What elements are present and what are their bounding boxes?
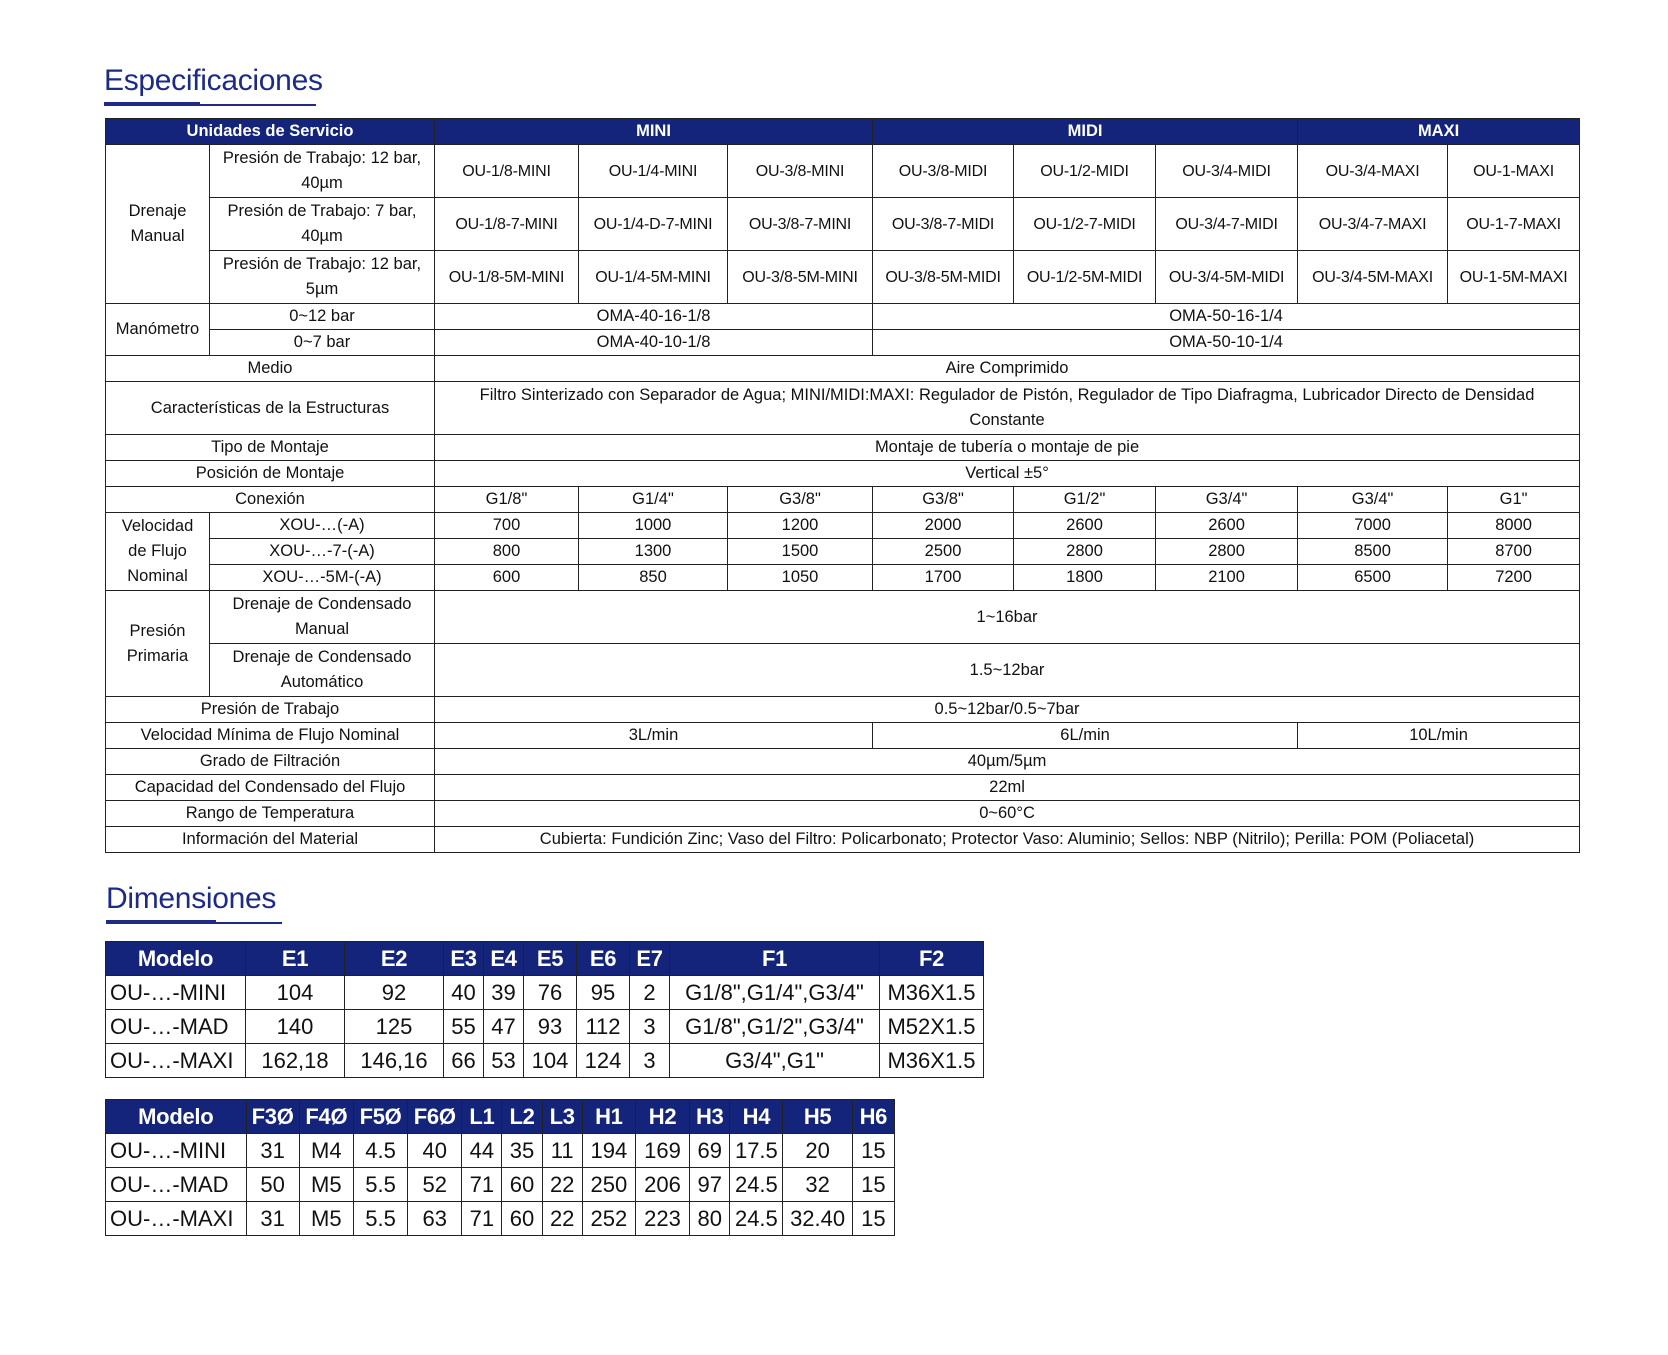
model-cell: OU-3/8-5M-MINI: [728, 251, 873, 304]
model-cell: OU-1-MAXI: [1448, 145, 1580, 198]
dim-cell: 95: [577, 976, 630, 1010]
model-cell: OU-1/2-5M-MIDI: [1014, 251, 1156, 304]
dim-cell: 112: [577, 1010, 630, 1044]
dim2-header: H2: [635, 1100, 689, 1134]
velocidad-minima-midi: 6L/min: [873, 723, 1298, 749]
velocidad-minima-row: [106, 723, 1580, 749]
dim-cell: M52X1.5: [880, 1010, 984, 1044]
dim-cell: M5: [299, 1168, 353, 1202]
specs-title: Especificaciones: [104, 64, 323, 97]
flow-cell: 1300: [579, 539, 728, 565]
dim-cell: 5.5: [353, 1168, 407, 1202]
dim1-header: E6: [577, 942, 630, 976]
drenaje-label: Drenaje Manual: [106, 145, 210, 304]
tipo-montaje-value: Montaje de tubería o montaje de pie: [435, 435, 1580, 461]
flow-cell: 6500: [1298, 565, 1448, 591]
model-cell: OU-3/4-7-MIDI: [1156, 198, 1298, 251]
dimensions-title: Dimensiones: [106, 882, 277, 915]
posicion-montaje-row: [106, 461, 1580, 487]
dim2-header: L2: [502, 1100, 542, 1134]
estructura-row: [106, 382, 1580, 435]
flow-cell: 8500: [1298, 539, 1448, 565]
dim-cell: 31: [246, 1134, 299, 1168]
flow-cell: 800: [435, 539, 579, 565]
conexion-cell: G1/4": [579, 487, 728, 513]
dim-cell: 15: [852, 1134, 894, 1168]
dim-cell: 206: [635, 1168, 689, 1202]
manometro-mini: OMA-40-16-1/8: [435, 304, 873, 330]
dim-cell: 169: [635, 1134, 689, 1168]
capacidad-value: 22ml: [435, 775, 1580, 801]
table-row: [106, 1010, 984, 1044]
grado-filtracion-label: Grado de Filtración: [106, 749, 435, 775]
table-row: [106, 1202, 895, 1236]
dim-cell: 40: [444, 976, 484, 1010]
drenaje-sub-label: Presión de Trabajo: 12 bar, 5µm: [210, 251, 435, 304]
presion-primaria-row-1: [106, 591, 1580, 644]
dim-cell: 250: [582, 1168, 635, 1202]
specifications-table: [105, 118, 1580, 853]
dim-cell: 3: [630, 1010, 670, 1044]
dim-cell: M5: [299, 1202, 353, 1236]
dim-cell: G1/8",G1/4",G3/4": [670, 976, 880, 1010]
presion-trabajo-row: [106, 697, 1580, 723]
dim2-header: F3Ø: [246, 1100, 299, 1134]
header-mini: MINI: [435, 119, 873, 145]
dim-cell: M36X1.5: [880, 976, 984, 1010]
presion-primaria-value: 1.5~12bar: [435, 644, 1580, 697]
model-cell: OU-1/8-MINI: [435, 145, 579, 198]
model-cell: OU-3/8-7-MINI: [728, 198, 873, 251]
medio-value: Aire Comprimido: [435, 356, 1580, 382]
flow-cell: 2000: [873, 513, 1014, 539]
dim-cell: G3/4",G1": [670, 1044, 880, 1078]
manometro-mini: OMA-40-10-1/8: [435, 330, 873, 356]
dim-cell: 50: [246, 1168, 299, 1202]
dim-cell: 22: [542, 1168, 582, 1202]
model-cell: OU-…-MAXI: [106, 1202, 247, 1236]
temperatura-value: 0~60°C: [435, 801, 1580, 827]
temperatura-row: [106, 801, 1580, 827]
manometro-row-2: [106, 330, 1580, 356]
dim-cell: M36X1.5: [880, 1044, 984, 1078]
flow-cell: 7000: [1298, 513, 1448, 539]
dim-cell: 162,18: [246, 1044, 345, 1078]
model-cell: OU-3/8-MIDI: [873, 145, 1014, 198]
conexion-cell: G1/2": [1014, 487, 1156, 513]
velocidad-row-1: [106, 513, 1580, 539]
dim-cell: 39: [484, 976, 524, 1010]
dim-cell: 4.5: [353, 1134, 407, 1168]
flow-cell: 2500: [873, 539, 1014, 565]
temperatura-label: Rango de Temperatura: [106, 801, 435, 827]
flow-cell: 1700: [873, 565, 1014, 591]
model-cell: OU-1/4-5M-MINI: [579, 251, 728, 304]
presion-trabajo-value: 0.5~12bar/0.5~7bar: [435, 697, 1580, 723]
dim2-header: F4Ø: [299, 1100, 353, 1134]
material-value: Cubierta: Fundición Zinc; Vaso del Filtro: Policarbonato; Protector Vaso: Aluminio; Sellos: NBP (Nitrilo); Perilla: POM (Poliacetal): [435, 827, 1580, 853]
velocidad-sub-label: XOU-…-7-(-A): [210, 539, 435, 565]
dim2-header: H3: [690, 1100, 730, 1134]
velocidad-minima-label: Velocidad Mínima de Flujo Nominal: [106, 723, 435, 749]
dim-cell: 194: [582, 1134, 635, 1168]
dim2-header: H5: [783, 1100, 852, 1134]
model-cell: OU-3/4-MIDI: [1156, 145, 1298, 198]
dim-cell: M4: [299, 1134, 353, 1168]
model-cell: OU-…-MINI: [106, 1134, 247, 1168]
spec-header-row: [106, 119, 1580, 145]
flow-cell: 1050: [728, 565, 873, 591]
dim1-header: F1: [670, 942, 880, 976]
dim-cell: G1/8",G1/2",G3/4": [670, 1010, 880, 1044]
dim-cell: 63: [408, 1202, 462, 1236]
dim-cell: 32: [783, 1168, 852, 1202]
velocidad-minima-maxi: 10L/min: [1298, 723, 1580, 749]
header-midi: MIDI: [873, 119, 1298, 145]
presion-trabajo-label: Presión de Trabajo: [106, 697, 435, 723]
dim-cell: 76: [524, 976, 577, 1010]
dim-cell: 124: [577, 1044, 630, 1078]
dim-cell: 146,16: [345, 1044, 444, 1078]
presion-primaria-value: 1~16bar: [435, 591, 1580, 644]
drenaje-row-3: [106, 251, 1580, 304]
dim2-header: H1: [582, 1100, 635, 1134]
dim-cell: 35: [502, 1134, 542, 1168]
dim-cell: 104: [524, 1044, 577, 1078]
dim-cell: 22: [542, 1202, 582, 1236]
dim1-header: Modelo: [106, 942, 246, 976]
dim-cell: 66: [444, 1044, 484, 1078]
dim-cell: 15: [852, 1168, 894, 1202]
table-row: [106, 1044, 984, 1078]
dim-cell: 44: [462, 1134, 502, 1168]
model-cell: OU-1/4-MINI: [579, 145, 728, 198]
model-cell: OU-3/4-MAXI: [1298, 145, 1448, 198]
dim1-header: E2: [345, 942, 444, 976]
model-cell: OU-3/4-5M-MAXI: [1298, 251, 1448, 304]
conexion-cell: G1": [1448, 487, 1580, 513]
velocidad-row-3: [106, 565, 1580, 591]
material-label: Información del Material: [106, 827, 435, 853]
dim2-header: L3: [542, 1100, 582, 1134]
drenaje-sub-label: Presión de Trabajo: 7 bar, 40µm: [210, 198, 435, 251]
dim-cell: 93: [524, 1010, 577, 1044]
model-cell: OU-…-MINI: [106, 976, 246, 1010]
dim2-header: H4: [730, 1100, 783, 1134]
dim-cell: 20: [783, 1134, 852, 1168]
dim-cell: 15: [852, 1202, 894, 1236]
model-cell: OU-1-5M-MAXI: [1448, 251, 1580, 304]
drenaje-sub-label: Presión de Trabajo: 12 bar, 40µm: [210, 145, 435, 198]
flow-cell: 600: [435, 565, 579, 591]
model-cell: OU-3/8-5M-MIDI: [873, 251, 1014, 304]
flow-cell: 2100: [1156, 565, 1298, 591]
flow-cell: 1800: [1014, 565, 1156, 591]
dim-cell: 52: [408, 1168, 462, 1202]
dim1-header: E4: [484, 942, 524, 976]
model-cell: OU-3/8-MINI: [728, 145, 873, 198]
capacidad-row: [106, 775, 1580, 801]
dim-cell: 3: [630, 1044, 670, 1078]
manometro-row-1: [106, 304, 1580, 330]
dim-cell: 71: [462, 1168, 502, 1202]
presion-primaria-label: Presión Primaria: [106, 591, 210, 697]
flow-cell: 850: [579, 565, 728, 591]
flow-cell: 8700: [1448, 539, 1580, 565]
dim1-header: E7: [630, 942, 670, 976]
dim-cell: 11: [542, 1134, 582, 1168]
flow-cell: 8000: [1448, 513, 1580, 539]
tipo-montaje-label: Tipo de Montaje: [106, 435, 435, 461]
specs-title-underline: [104, 104, 316, 106]
dim-cell: 53: [484, 1044, 524, 1078]
dim-cell: 104: [246, 976, 345, 1010]
table-row: [106, 976, 984, 1010]
conexion-label: Conexión: [106, 487, 435, 513]
dim1-header: E5: [524, 942, 577, 976]
conexion-cell: G3/4": [1298, 487, 1448, 513]
dim-cell: 80: [690, 1202, 730, 1236]
presion-primaria-sub-label: Drenaje de Condensado Manual: [210, 591, 435, 644]
flow-cell: 700: [435, 513, 579, 539]
flow-cell: 2800: [1014, 539, 1156, 565]
velocidad-label: Velocidad de Flujo Nominal: [106, 513, 210, 591]
model-cell: OU-1/2-7-MIDI: [1014, 198, 1156, 251]
table-row: [106, 1134, 895, 1168]
dim2-header: L1: [462, 1100, 502, 1134]
medio-row: [106, 356, 1580, 382]
dim1-header: E1: [246, 942, 345, 976]
posicion-montaje-value: Vertical ±5°: [435, 461, 1580, 487]
header-units: Unidades de Servicio: [106, 119, 435, 145]
drenaje-row-2: [106, 198, 1580, 251]
model-cell: OU-…-MAD: [106, 1168, 247, 1202]
dim1-header: F2: [880, 942, 984, 976]
model-cell: OU-3/4-5M-MIDI: [1156, 251, 1298, 304]
grado-filtracion-row: [106, 749, 1580, 775]
dim2-header: H6: [852, 1100, 894, 1134]
model-cell: OU-…-MAD: [106, 1010, 246, 1044]
conexion-cell: G1/8": [435, 487, 579, 513]
dim-cell: 97: [690, 1168, 730, 1202]
model-cell: OU-1/8-7-MINI: [435, 198, 579, 251]
velocidad-sub-label: XOU-…-5M-(-A): [210, 565, 435, 591]
estructura-label: Características de la Estructuras: [106, 382, 435, 435]
capacidad-label: Capacidad del Condensado del Flujo: [106, 775, 435, 801]
conexion-cell: G3/4": [1156, 487, 1298, 513]
dim1-header-row: [106, 942, 984, 976]
conexion-cell: G3/8": [873, 487, 1014, 513]
header-maxi: MAXI: [1298, 119, 1580, 145]
flow-cell: 2600: [1014, 513, 1156, 539]
manometro-range: 0~7 bar: [210, 330, 435, 356]
dim-cell: 32.40: [783, 1202, 852, 1236]
manometro-range: 0~12 bar: [210, 304, 435, 330]
conexion-row: [106, 487, 1580, 513]
manometro-label: Manómetro: [106, 304, 210, 356]
model-cell: OU-3/4-7-MAXI: [1298, 198, 1448, 251]
presion-primaria-row-2: [106, 644, 1580, 697]
dim2-header: F6Ø: [408, 1100, 462, 1134]
medio-label: Medio: [106, 356, 435, 382]
manometro-midimaxi: OMA-50-16-1/4: [873, 304, 1580, 330]
material-row: [106, 827, 1580, 853]
velocidad-minima-mini: 3L/min: [435, 723, 873, 749]
velocidad-sub-label: XOU-…(-A): [210, 513, 435, 539]
flow-cell: 1000: [579, 513, 728, 539]
drenaje-row-1: [106, 145, 1580, 198]
dim-cell: 31: [246, 1202, 299, 1236]
dim-cell: 2: [630, 976, 670, 1010]
tipo-montaje-row: [106, 435, 1580, 461]
dim2-header: Modelo: [106, 1100, 247, 1134]
model-cell: OU-…-MAXI: [106, 1044, 246, 1078]
dim-cell: 17.5: [730, 1134, 783, 1168]
dimensions-table-1: [105, 941, 984, 1078]
dimensions-title-underline: [106, 922, 282, 924]
dim-cell: 24.5: [730, 1168, 783, 1202]
model-cell: OU-1/8-5M-MINI: [435, 251, 579, 304]
dim-cell: 60: [502, 1202, 542, 1236]
presion-primaria-sub-label: Drenaje de Condensado Automático: [210, 644, 435, 697]
dim-cell: 40: [408, 1134, 462, 1168]
model-cell: OU-1/4-D-7-MINI: [579, 198, 728, 251]
posicion-montaje-label: Posición de Montaje: [106, 461, 435, 487]
dim2-header: F5Ø: [353, 1100, 407, 1134]
dim2-header-row: [106, 1100, 895, 1134]
model-cell: OU-1/2-MIDI: [1014, 145, 1156, 198]
estructura-value: Filtro Sinterizado con Separador de Agua; MINI/MIDI:MAXI: Regulador de Pistón, Regulador de Tipo Diafragma, Lubricador Directo de Densidad Constante: [435, 382, 1580, 435]
dim-cell: 223: [635, 1202, 689, 1236]
dim-cell: 92: [345, 976, 444, 1010]
dim-cell: 24.5: [730, 1202, 783, 1236]
flow-cell: 1200: [728, 513, 873, 539]
dim-cell: 69: [690, 1134, 730, 1168]
model-cell: OU-3/8-7-MIDI: [873, 198, 1014, 251]
dimensions-table-2: [105, 1099, 895, 1236]
dim-cell: 47: [484, 1010, 524, 1044]
dim-cell: 140: [246, 1010, 345, 1044]
manometro-midimaxi: OMA-50-10-1/4: [873, 330, 1580, 356]
dim-cell: 60: [502, 1168, 542, 1202]
grado-filtracion-value: 40µm/5µm: [435, 749, 1580, 775]
dim-cell: 71: [462, 1202, 502, 1236]
flow-cell: 1500: [728, 539, 873, 565]
flow-cell: 7200: [1448, 565, 1580, 591]
flow-cell: 2600: [1156, 513, 1298, 539]
table-row: [106, 1168, 895, 1202]
dim-cell: 252: [582, 1202, 635, 1236]
model-cell: OU-1-7-MAXI: [1448, 198, 1580, 251]
dim-cell: 125: [345, 1010, 444, 1044]
dim-cell: 55: [444, 1010, 484, 1044]
conexion-cell: G3/8": [728, 487, 873, 513]
velocidad-row-2: [106, 539, 1580, 565]
dim1-header: E3: [444, 942, 484, 976]
dim-cell: 5.5: [353, 1202, 407, 1236]
flow-cell: 2800: [1156, 539, 1298, 565]
